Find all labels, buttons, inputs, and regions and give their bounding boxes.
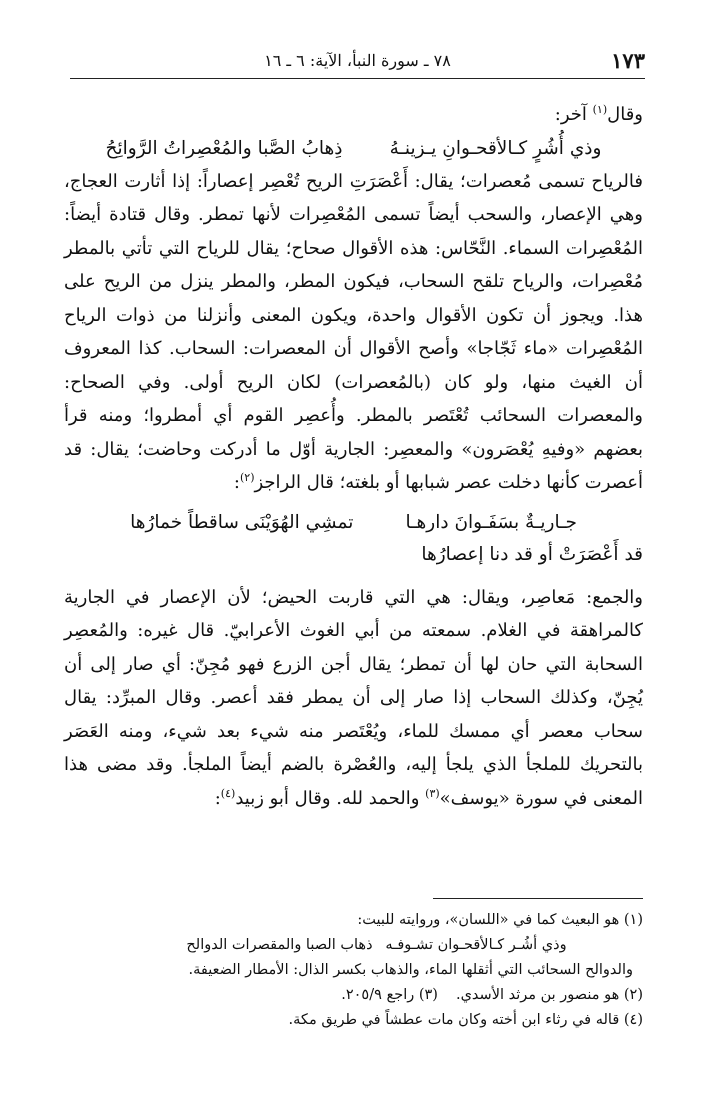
page-number: ١٧٣ bbox=[611, 48, 645, 73]
footnote-divider bbox=[433, 898, 643, 899]
footnote-2-3-line bbox=[70, 983, 643, 1008]
verse-2-row bbox=[64, 506, 643, 539]
verse-2-final-line: قد أَعْصَرَتْ أو قد دنا إعصارُها bbox=[421, 543, 643, 565]
footnotes bbox=[70, 908, 643, 1033]
verse-2-first-hemistich: جـاريـةٌ بسَفَـوانَ دارهـا bbox=[405, 511, 577, 533]
footnote-1-gloss: والدوالح السحائب التي أثقلها الماء، والذهاب بكسر الذال: الأمطار الضعيفة. bbox=[188, 962, 633, 978]
intro-text: وقال bbox=[607, 104, 643, 125]
paragraph-2-mid: والحمد لله. وقال أبو زبيد bbox=[235, 787, 426, 809]
page-header bbox=[70, 48, 645, 79]
footnote-1-verse bbox=[70, 933, 643, 958]
paragraph-1 bbox=[64, 165, 643, 500]
paragraph-2 bbox=[64, 581, 643, 816]
intro-tail: آخر: bbox=[554, 104, 593, 125]
intro-line bbox=[64, 98, 643, 132]
verse-2 bbox=[64, 506, 643, 571]
footnote-ref-3[interactable]: (٣) bbox=[425, 786, 440, 800]
paragraph-1-text: فالرياح تسمى مُعصرات؛ يقال: أَعْصَرَتِ الريح تُعْصِر إعصاراً: إذا أثارت العجاج، وهي الإعصار، والسحب أيضاً تسمى المُعْصِرات لأنها تمطر. وقال قتادة أيضاً: المُعْصِرات السماء. النَّحّاس: هذه الأقوال صحاح؛ يقال للرياح التي تأتي بالمطر مُعْصِرات، والرياح تلقح السحاب، فيكون المطر، والمطر ينزل من الريح على هذا. ويجوز أن تكون الأقوال واحدة، ويكون المعنى وأنزلنا من ذوات الرياح المُعْصِرات «ماء ثَجّاجا» وأصح الأقوال أن المعصرات: السحاب. كذا المعروف أن الغيث منها، ولو كان (بالمُعصرات) لكان الريح أولى. وفي الصحاح: والمعصرات السحائب تُعْتَصر بالمطر. وأُعصِر القوم أي أمطروا؛ ومنه قرأ بعضهم «وفيهِ يُعْصَرون» والمعصِر: الجارية أوّل ما أدركت وحاضت؛ يقال: قد أعصرت كأنها دخلت عصر شبابها أو بلغته؛ قال الراجز bbox=[64, 170, 643, 493]
paragraph-1-tail: : bbox=[233, 472, 240, 493]
footnote-ref-4[interactable]: (٤) bbox=[220, 786, 236, 800]
footnote-ref-2[interactable]: (٢) bbox=[239, 471, 255, 484]
paragraph-2-text: والجمع: مَعاصِر، ويقال: هي التي قاربت الحيض؛ لأن الإعصار في الجارية كالمراهقة في الغلام. سمعته من أبي الغوث الأعرابيّ. قال غيره: والمُعصِر السحابة التي حان لها أن تمطر؛ يقال أجن الزرع فهو مُجِنّ: أي صار إلى أن يُجِنّ، وكذلك السحاب إذا صار إلى أن يمطر فقد أعصر. وقال المبرِّد: يقال سحاب معصر أي ممسك للماء، ويُعْتَصر منه شيء بعد شيء، ومنه العَصَر بالتحريك للملجأ الذي يلجأ إليه، والعُصْرة بالضم أيضاً الملجأ. وقد مضى هذا المعنى في سورة «يوسف» bbox=[64, 586, 643, 809]
verse-1-first-hemistich: وذي أُشُرٍ كـالأقحـوانِ يـزينـهُ bbox=[389, 137, 602, 159]
footnote-1: (١) هو البعيث كما في «اللسان»، وروايته للبيت: bbox=[357, 912, 643, 928]
verse-1 bbox=[64, 132, 643, 165]
footnote-3: (٣) راجع ٢٠٥/٩. bbox=[341, 987, 438, 1003]
footnote-1-verse-second: ذهاب الصبا والمقصرات الدوالح bbox=[186, 937, 373, 953]
footnote-1-verse-first: وذي أشُـر كـالأقحـوان تشـوفـه bbox=[385, 937, 567, 953]
running-title: ٧٨ ـ سورة النبأ، الآية: ٦ ـ ١٦ bbox=[264, 51, 451, 70]
footnote-ref-1[interactable]: (١) bbox=[592, 103, 608, 116]
footnote-2: (٢) هو منصور بن مرثد الأسدي. bbox=[455, 987, 643, 1003]
verse-2-second-hemistich: تمشِي الهُوَيْنَى ساقطاً خمارُها bbox=[130, 511, 354, 533]
main-text bbox=[64, 98, 643, 815]
verse-1-second-hemistich: ذِهابُ الصَّبا والمُعْصِراتُ الرَّوائِحُ bbox=[105, 137, 343, 159]
footnote-4: (٤) قاله في رثاء ابن أخته وكان مات عطشاً في طريق مكة. bbox=[288, 1012, 643, 1028]
paragraph-2-tail: : bbox=[214, 787, 221, 809]
